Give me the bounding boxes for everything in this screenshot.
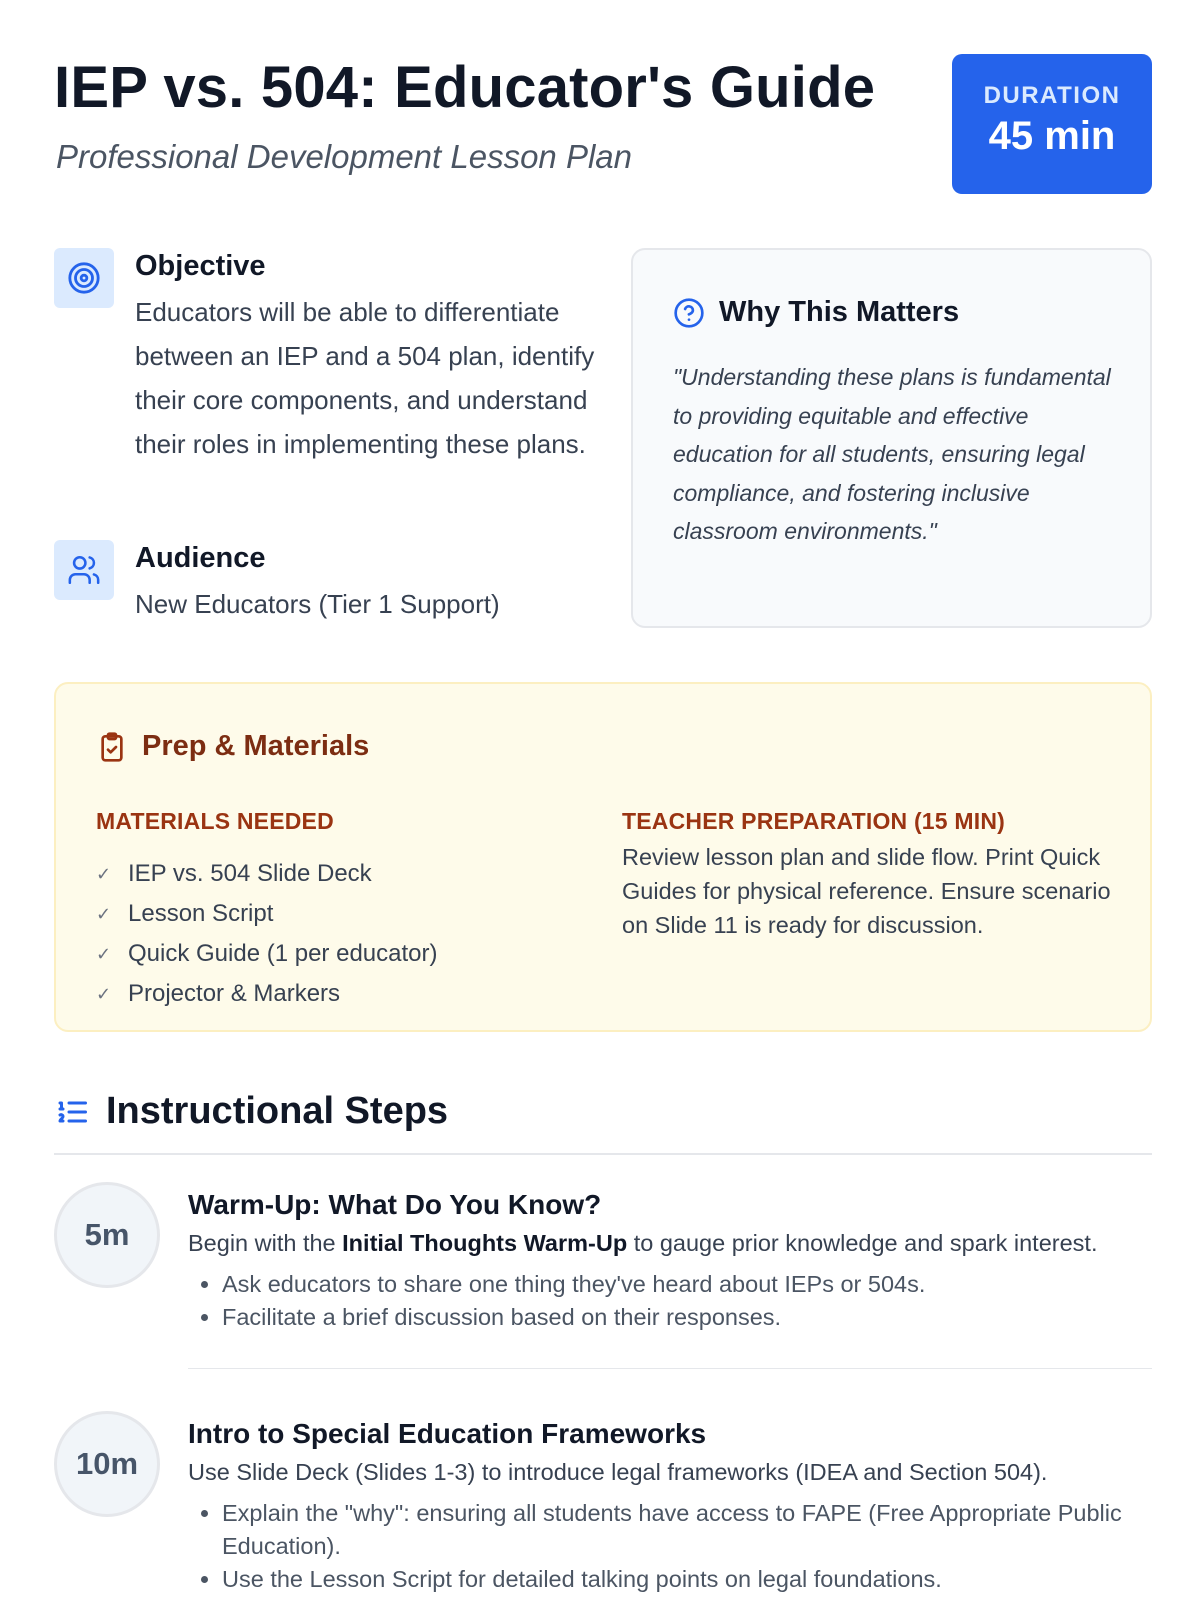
why-title: Why This Matters (719, 296, 960, 328)
divider (54, 1153, 1152, 1155)
prep-materials-card (54, 682, 1152, 1032)
divider (188, 1368, 1152, 1369)
duration-label: DURATION (983, 82, 1121, 109)
why-quote: "Understanding these plans is fundamental to providing equitable and effective education for all students, ensuring legal compliance, and fostering inclusive classroom environments." (673, 364, 1111, 544)
duration-value: 45 min (988, 114, 1116, 158)
objective-text: Educators will be able to differentiate between an IEP and a 504 plan, identify their core components, and understand their roles in implementing these plans. (135, 297, 595, 459)
page-title: IEP vs. 504: Educator's Guide (54, 55, 876, 120)
list-item: • Explain the "why": ensuring all students have access to FAPE (Free Appropriate Public Education). (222, 1497, 1154, 1563)
step-description: Begin with the Initial Thoughts Warm-Up to gauge prior knowledge and spark interest. (188, 1230, 1098, 1256)
list-item: • Ask educators to share one thing they've heard about IEPs or 504s. (222, 1268, 1154, 1301)
audience-text: New Educators (Tier 1 Support) (135, 589, 500, 619)
list-item: • Facilitate a brief discussion based on their responses. (222, 1301, 1154, 1334)
list-item: ✓ Quick Guide (1 per educator) (96, 940, 438, 967)
objective-title: Objective (135, 250, 266, 282)
list-item: ✓ Projector & Markers (96, 980, 341, 1007)
list-item: ✓ IEP vs. 504 Slide Deck (96, 860, 372, 887)
clipboard-check-icon (96, 731, 128, 763)
steps-heading (54, 1090, 448, 1133)
check-icon: ✓ (96, 943, 112, 964)
materials-list (96, 854, 437, 1014)
step-title: Intro to Special Education Frameworks (188, 1418, 707, 1449)
step-duration-badge: 10m (54, 1411, 160, 1517)
list-item: ✓ Lesson Script (96, 900, 274, 927)
materials-heading: MATERIALS NEEDED (96, 808, 334, 834)
page-subtitle: Professional Development Lesson Plan (56, 138, 633, 175)
list-item: • Use the Lesson Script for detailed talking points on legal foundations. (222, 1563, 1154, 1596)
help-circle-icon (673, 297, 705, 329)
step-title: Warm-Up: What Do You Know? (188, 1189, 602, 1220)
teacher-prep-text: Review lesson plan and slide flow. Print Quick Guides for physical reference. Ensure scenario on Slide 11 is ready for discussion. (622, 844, 1111, 938)
users-icon (54, 540, 114, 600)
teacher-prep-heading: TEACHER PREPARATION (15 MIN) (622, 808, 1005, 834)
step-duration-badge: 5m (54, 1182, 160, 1288)
target-icon (54, 248, 114, 308)
steps-title: Instructional Steps (106, 1090, 449, 1132)
check-icon: ✓ (96, 863, 112, 884)
audience-title: Audience (135, 542, 266, 574)
check-icon: ✓ (96, 983, 112, 1004)
duration-badge (952, 54, 1152, 194)
step-bullets (188, 1268, 1154, 1334)
why-this-matters-card (631, 248, 1152, 628)
step-bullets (188, 1497, 1154, 1596)
page-header (54, 52, 1154, 192)
check-icon: ✓ (96, 903, 112, 924)
list-ordered-icon (54, 1094, 90, 1130)
prep-title: Prep & Materials (142, 730, 370, 762)
step-description: Use Slide Deck (Slides 1-3) to introduce legal frameworks (IDEA and Section 504). (188, 1459, 1048, 1485)
